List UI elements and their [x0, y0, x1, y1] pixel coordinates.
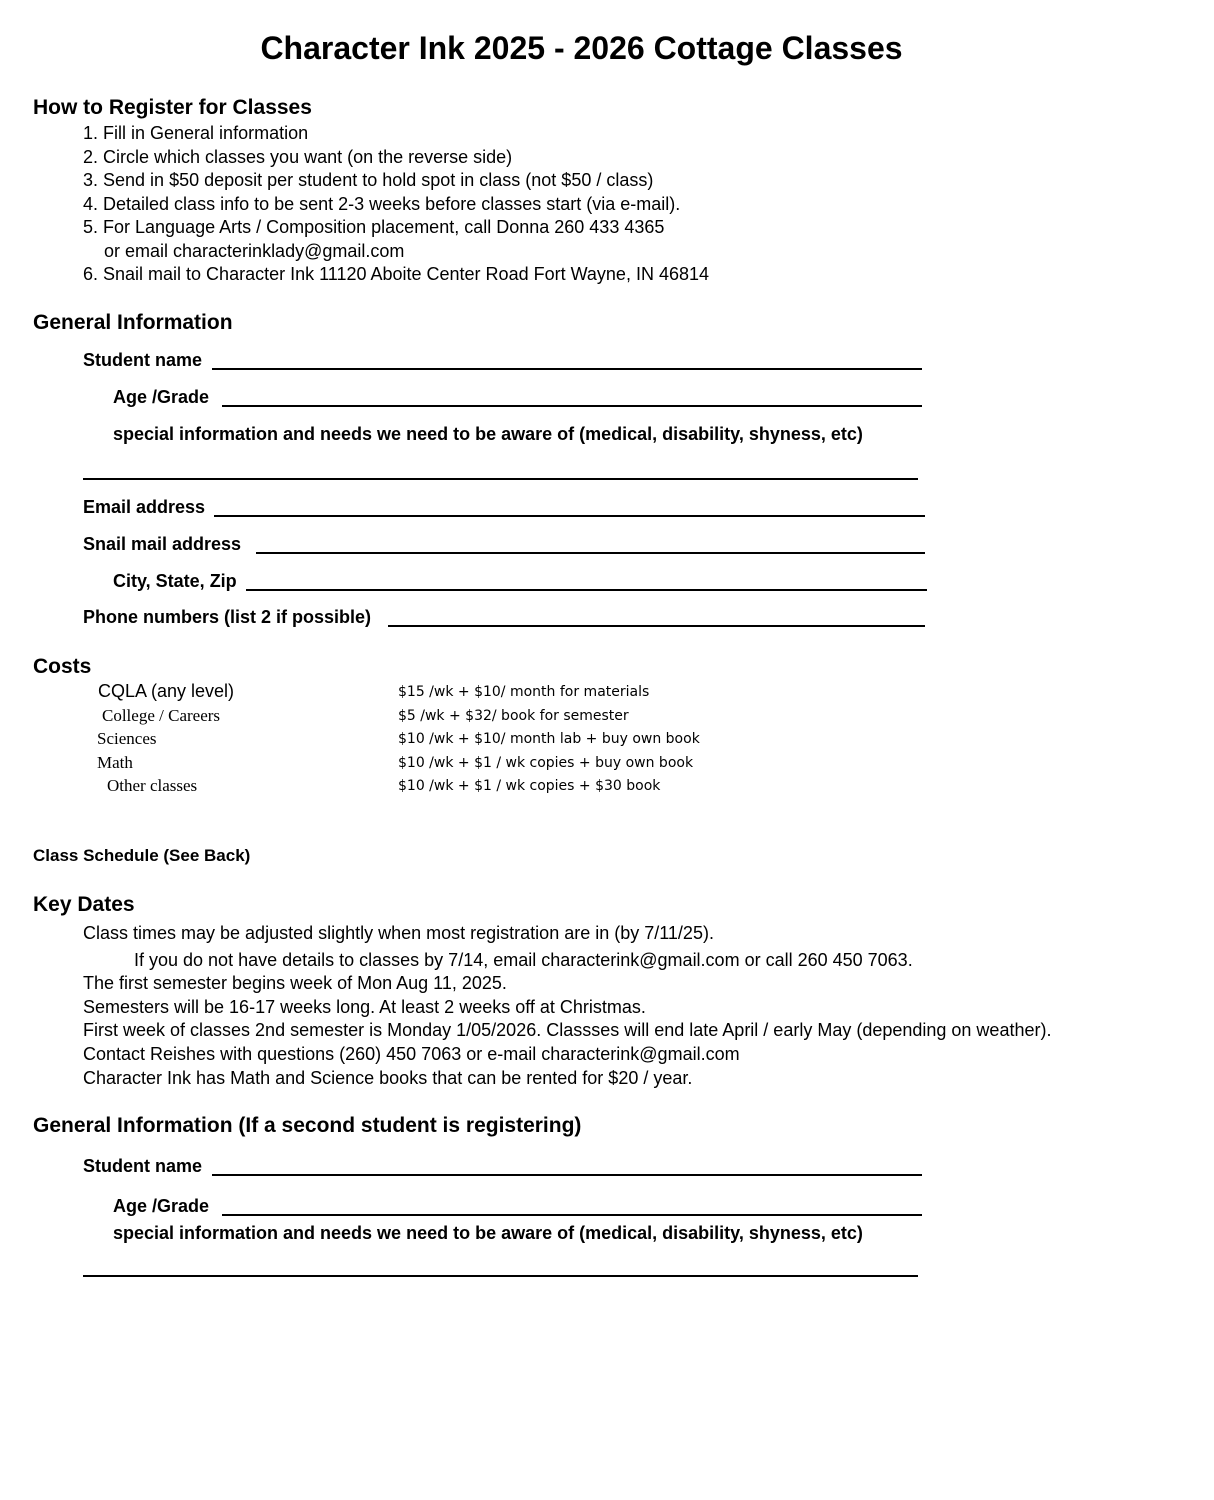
register-step: 1. Fill in General information — [83, 123, 309, 143]
cost-price: $10 /wk + $1 / wk copies + $30 book — [398, 778, 661, 794]
register-step: or email characterinklady@gmail.com — [104, 240, 405, 261]
cost-price: $5 /wk + $32/ book for semester — [398, 708, 629, 724]
register-step: 6. Snail mail to Character Ink 11120 Aboite Center Road Fort Wayne, IN 46814 — [83, 264, 710, 284]
city-state-zip-label: City, State, Zip — [113, 571, 237, 591]
key-date-line: Class times may be adjusted slightly when most registration are in (by 7/11/25). — [83, 923, 714, 943]
cost-price: $15 /wk + $10/ month for materials — [398, 684, 650, 700]
city-state-zip-field[interactable] — [246, 589, 927, 591]
student-name-label: Student name — [83, 350, 203, 370]
cost-name: Sciences — [97, 729, 157, 748]
email-label: Email address — [83, 497, 206, 517]
schedule-note: Class Schedule (See Back) — [33, 846, 251, 865]
key-date-line: Semesters will be 16-17 weeks long. At least 2 weeks off at Christmas. — [83, 996, 646, 1017]
cost-price: $10 /wk + $1 / wk copies + buy own book — [398, 755, 694, 771]
key-dates-list — [83, 922, 1051, 1090]
register-step: 5. For Language Arts / Composition placement, call Donna 260 433 4365 — [83, 217, 665, 237]
register-step: 2. Circle which classes you want (on the reverse side) — [83, 146, 513, 167]
cost-name: Other classes — [107, 776, 198, 795]
age-grade-label: Age /Grade — [113, 387, 210, 407]
general-info-heading: General Information — [33, 311, 233, 334]
cost-price: $10 /wk + $10/ month lab + buy own book — [398, 731, 700, 747]
second-special-info-field[interactable] — [83, 1275, 918, 1277]
phone-field[interactable] — [388, 625, 925, 627]
costs-heading: Costs — [33, 655, 92, 678]
second-student-name-field[interactable] — [212, 1174, 922, 1176]
key-date-line: Contact Reishes with questions (260) 450 7063 or e-mail characterink@gmail.com — [83, 1043, 740, 1064]
key-date-line: First week of classes 2nd semester is Monday 1/05/2026. Classses will end late April / early May (depending on weather). — [83, 1020, 1052, 1041]
register-step: 4. Detailed class info to be sent 2-3 weeks before classes start (via e-mail). — [83, 193, 681, 214]
cost-name: Math — [97, 753, 133, 772]
second-age-grade-field[interactable] — [222, 1214, 922, 1216]
key-date-line: If you do not have details to classes by 7/14, email characterink@gmail.com or call 260 450 7063. — [134, 949, 913, 970]
cost-name: College / Careers — [102, 706, 221, 725]
second-age-grade-label: Age /Grade — [113, 1196, 210, 1216]
register-step: 3. Send in $50 deposit per student to hold spot in class (not $50 / class) — [83, 170, 654, 190]
second-student-heading: General Information (If a second student is registering) — [33, 1114, 582, 1137]
key-date-line: Character Ink has Math and Science books that can be rented for $20 / year. — [83, 1067, 693, 1088]
register-heading: How to Register for Classes — [33, 96, 312, 119]
student-name-field[interactable] — [212, 368, 922, 370]
key-date-line: The first semester begins week of Mon Aug 11, 2025. — [83, 973, 507, 994]
second-special-info-label: special information and needs we need to be aware of (medical, disability, shyness, etc) — [113, 1223, 863, 1243]
age-grade-field[interactable] — [222, 405, 922, 407]
snail-mail-field[interactable] — [256, 552, 925, 554]
special-info-label: special information and needs we need to be aware of (medical, disability, shyness, etc) — [113, 424, 863, 444]
phone-label: Phone numbers (list 2 if possible) — [83, 607, 372, 627]
snail-mail-label: Snail mail address — [83, 534, 242, 554]
key-dates-heading: Key Dates — [33, 893, 135, 916]
cost-name: CQLA (any level) — [98, 681, 235, 701]
special-info-field[interactable] — [83, 478, 918, 480]
register-steps — [83, 122, 709, 287]
second-student-name-label: Student name — [83, 1156, 203, 1176]
email-field[interactable] — [214, 515, 925, 517]
page-title: Character Ink 2025 - 2026 Cottage Classes — [260, 30, 903, 66]
